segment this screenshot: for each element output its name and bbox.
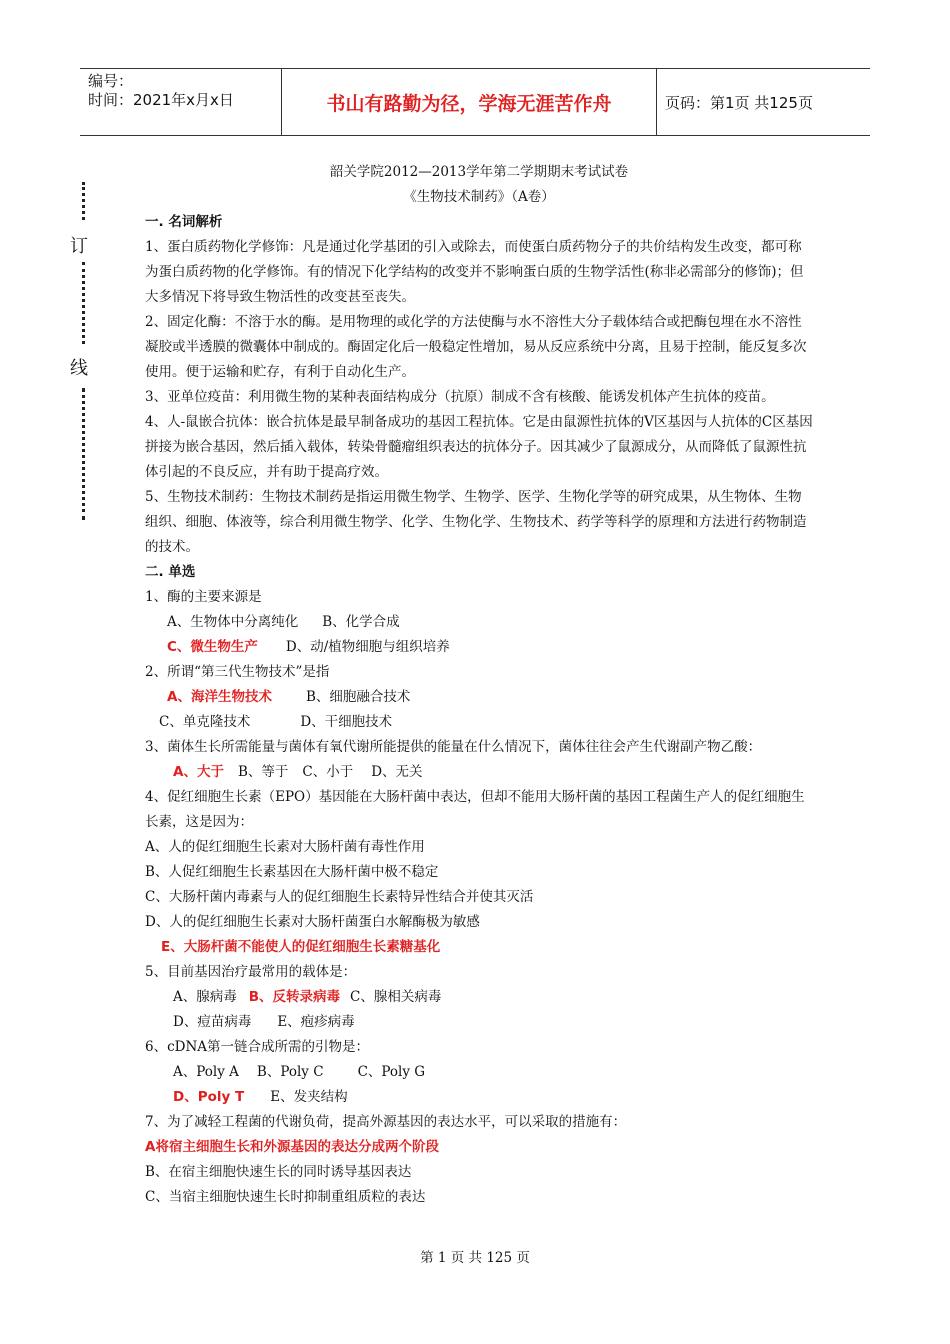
correct-option: B、反转录病毒 (248, 989, 341, 1005)
question-stem: 2、所谓“第三代生物技术”是指 (145, 664, 330, 680)
option: B、等于 (237, 764, 289, 780)
code-label: 编号： (88, 72, 134, 90)
question-options (145, 760, 813, 785)
option: D、动/植物细胞与组织培养 (285, 639, 450, 655)
correct-option: C、微生物生产 (167, 639, 258, 655)
option: E、疱疹病毒 (277, 1014, 355, 1030)
binding-char-bottom: 线 (70, 358, 88, 379)
question-options (145, 1060, 813, 1085)
question-options (145, 1085, 813, 1110)
exam-content (145, 160, 813, 1210)
option: D、人的促红细胞生长素对大肠杆菌蛋白水解酶极为敏感 (145, 914, 480, 930)
option: C、单克隆技术 (159, 714, 251, 730)
header-page-info: 页码：第1页 共125页 (665, 93, 813, 112)
option: D、痘苗病毒 (173, 1014, 252, 1030)
header-motto: 书山有路勤为径，学海无涯苦作舟 (282, 69, 657, 135)
binding-char-top: 订 (70, 236, 88, 257)
option: C、腺相关病毒 (350, 989, 442, 1005)
correct-option: D、Poly T (173, 1089, 245, 1105)
option: A、生物体中分离纯化 (167, 614, 299, 630)
option: A、人的促红细胞生长素对大肠杆菌有毒性作用 (145, 839, 425, 855)
binding-dots-top (82, 182, 85, 220)
exam-subtitle: 《生物技术制药》（A卷） (403, 189, 555, 205)
option: D、无关 (371, 764, 423, 780)
definition-item: 1、蛋白质药物化学修饰：凡是通过化学基团的引入或除去，而使蛋白质药物分子的共价结构发生改变，都可称为蛋白质药物的化学修饰。有的情况下化学结构的改变并不影响蛋白质的生物学活性(称非必需部分的修饰)；但大多情况下将导致生物活性的改变甚至丧失。 (145, 239, 804, 305)
option: A、腺病毒 (173, 989, 237, 1005)
option: A、Poly A (173, 1064, 239, 1080)
question-stem: 3、菌体生长所需能量与菌体有氧代谢所能提供的能量在什么情况下，菌体往往会产生代谢副产物乙酸： (145, 739, 762, 755)
option: E、发夹结构 (270, 1089, 348, 1105)
section-2-heading: 二. 单选 (145, 564, 196, 580)
definition-item: 5、生物技术制药：生物技术制药是指运用微生物学、生物学、医学、生物化学等的研究成果，从生物体、生物组织、细胞、体液等，综合利用微生物学、化学、生物化学、生物技术、药学等科学的原理和方法进行药物制造的技术。 (145, 489, 807, 555)
definition-item: 4、人-鼠嵌合抗体：嵌合抗体是最早制备成功的基因工程抗体。它是由鼠源性抗体的V区基因与人抗体的C区基因拼接为嵌合基因，然后插入载体，转染骨髓瘤组织表达的抗体分子。因其减少了鼠源成分，从而降低了鼠源性抗体引起的不良反应，并有助于提高疗效。 (145, 414, 813, 480)
question-stem: 4、促红细胞生长素（EPO）基因能在大肠杆菌中表达，但却不能用大肠杆菌的基因工程菌生产人的促红细胞生长素，这是因为： (145, 789, 805, 830)
correct-option: A将宿主细胞生长和外源基因的表达分成两个阶段 (145, 1139, 439, 1155)
question-options (145, 635, 813, 660)
option: B、人促红细胞生长素基因在大肠杆菌中极不稳定 (145, 864, 439, 880)
page-header (80, 68, 870, 136)
correct-option: A、大于 (173, 764, 224, 780)
exam-title: 韶关学院2012—2013学年第二学期期末考试试卷 (329, 164, 629, 180)
option: B、细胞融合技术 (305, 689, 411, 705)
option: B、Poly C (256, 1064, 324, 1080)
binding-dots-middle (82, 262, 85, 344)
question-options (145, 610, 813, 635)
time-label: 时间：2021年x月x日 (88, 91, 234, 109)
option: C、Poly G (357, 1064, 426, 1080)
header-meta (80, 69, 282, 135)
option: C、当宿主细胞快速生长时抑制重组质粒的表达 (145, 1189, 426, 1205)
option: C、大肠杆菌内毒素与人的促红细胞生长素特异性结合并使其灭活 (145, 889, 534, 905)
option: B、在宿主细胞快速生长的同时诱导基因表达 (145, 1164, 412, 1180)
question-options (145, 685, 813, 710)
question-stem: 1、酶的主要来源是 (145, 589, 262, 605)
question-stem: 7、为了减轻工程菌的代谢负荷，提高外源基因的表达水平，可以采取的措施有： (145, 1114, 627, 1130)
binding-dots-bottom (82, 388, 85, 520)
option: C、小于 (302, 764, 354, 780)
option: B、化学合成 (322, 614, 400, 630)
question-stem: 5、目前基因治疗最常用的载体是： (145, 964, 357, 980)
page-footer: 第 1 页 共 125 页 (420, 1250, 530, 1266)
correct-option: A、海洋生物技术 (167, 689, 272, 705)
definition-item: 3、亚单位疫苗：利用微生物的某种表面结构成分（抗原）制成不含有核酸、能诱发机体产生抗体的疫苗。 (145, 389, 775, 405)
question-stem: 6、cDNA第一链合成所需的引物是： (145, 1039, 370, 1055)
option: D、干细胞技术 (300, 714, 393, 730)
correct-option: E、大肠杆菌不能使人的促红细胞生长素糖基化 (161, 939, 441, 955)
question-options (145, 710, 813, 735)
question-options (145, 1010, 813, 1035)
question-options (145, 985, 813, 1010)
section-1-heading: 一. 名词解析 (145, 214, 223, 230)
definition-item: 2、固定化酶：不溶于水的酶。是用物理的或化学的方法使酶与水不溶性大分子载体结合或把酶包埋在水不溶性凝胶或半透膜的微囊体中制成的。酶固定化后一般稳定性增加，易从反应系统中分离，且易于控制，能反复多次使用。便于运输和贮存，有利于自动化生产。 (145, 314, 807, 380)
